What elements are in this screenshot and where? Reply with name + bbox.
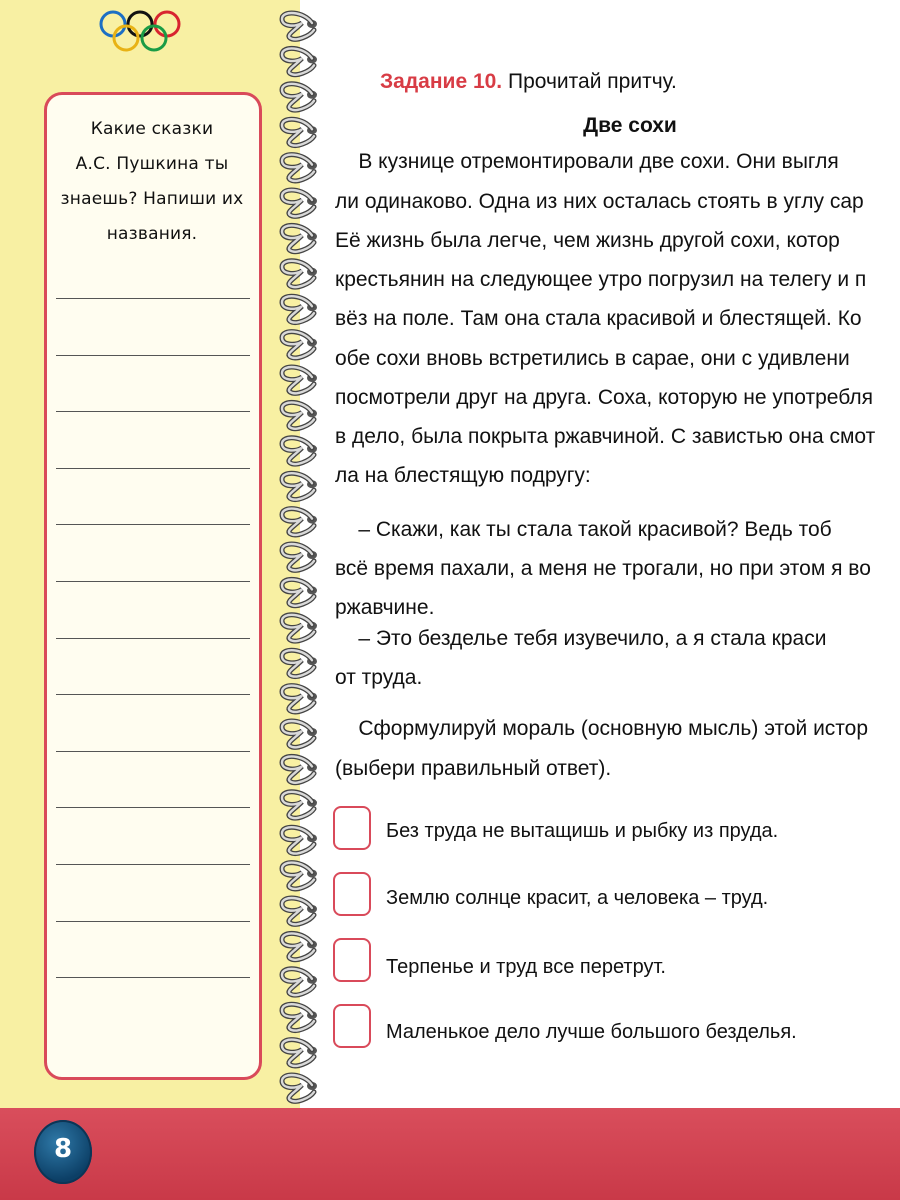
answer-write-line[interactable] xyxy=(56,807,250,808)
spiral-coil xyxy=(282,863,317,889)
story-line: обе сохи вновь встретились в сарае, они с удивлени xyxy=(335,347,850,370)
option-checkbox[interactable] xyxy=(333,938,371,982)
story-line: в дело, была покрыта ржавчиной. С завистью она смот xyxy=(335,425,876,448)
option-text: Терпенье и труд все перетрут. xyxy=(386,956,666,978)
spiral-binding xyxy=(276,0,324,1112)
story-line: ли одинаково. Одна из них осталась стоять в углу сар xyxy=(335,190,864,213)
spiral-coil xyxy=(282,721,317,747)
sidebar-prompt-line: названия. xyxy=(106,224,198,244)
page-number: 8 xyxy=(53,1134,73,1164)
option-text: Маленькое дело лучше большого безделья. xyxy=(386,1021,797,1043)
spiral-coil xyxy=(282,438,317,464)
spiral-coil xyxy=(282,756,317,782)
task-heading xyxy=(380,70,677,94)
option-text: Землю солнце красит, а человека – труд. xyxy=(386,887,769,909)
story-line: посмотрели друг на друга. Соха, которую не употребля xyxy=(335,386,873,409)
spiral-coil xyxy=(282,296,317,322)
story-line: Сформулируй мораль (основную мысль) этой истор xyxy=(335,717,869,740)
story-line: В кузнице отремонтировали две сохи. Они выгля xyxy=(335,150,839,173)
option-checkbox[interactable] xyxy=(333,872,371,916)
answer-write-line[interactable] xyxy=(56,694,250,695)
spiral-coil xyxy=(282,1075,317,1101)
sidebar-prompt-line: Какие сказки xyxy=(90,119,214,139)
spiral-coil xyxy=(282,119,317,145)
spiral-coil xyxy=(282,84,317,110)
spiral-coil xyxy=(282,933,317,959)
option-checkbox[interactable] xyxy=(333,806,371,850)
answer-write-line[interactable] xyxy=(56,298,250,299)
story-line: – Скажи, как ты стала такой красивой? Ведь тоб xyxy=(335,518,832,541)
spiral-coil xyxy=(282,402,317,428)
spiral-coil xyxy=(282,509,317,535)
spiral-coil xyxy=(282,367,317,393)
spiral-coil xyxy=(282,225,317,251)
spiral-coil xyxy=(282,792,317,818)
answer-write-line[interactable] xyxy=(56,524,250,525)
spiral-coil xyxy=(282,579,317,605)
bottom-band xyxy=(0,1108,900,1200)
sidebar-prompt-line: А.С. Пушкина ты xyxy=(75,154,229,174)
spiral-coil xyxy=(282,686,317,712)
page-number-badge xyxy=(34,1120,92,1184)
story-line: ржавчине. xyxy=(335,596,435,619)
sidebar-prompt-line: знаешь? Напиши их xyxy=(60,189,244,209)
spiral-coil xyxy=(282,332,317,358)
story-line: всё время пахали, а меня не трогали, но при этом я во xyxy=(335,557,871,580)
answer-write-line[interactable] xyxy=(56,581,250,582)
story-line: от труда. xyxy=(335,666,423,689)
spiral-coil xyxy=(282,473,317,499)
spiral-coil xyxy=(282,190,317,216)
spiral-coil xyxy=(282,1040,317,1066)
story-line: ла на блестящую подругу: xyxy=(335,464,591,487)
task-instruction: Прочитай притчу. xyxy=(508,70,677,93)
spiral-coil xyxy=(282,1004,317,1030)
answer-write-line[interactable] xyxy=(56,864,250,865)
spiral-coil xyxy=(282,544,317,570)
story-line: – Это безделье тебя изувечило, а я стала краси xyxy=(335,627,827,650)
story-line: Её жизнь была легче, чем жизнь другой сохи, котор xyxy=(335,229,840,252)
story-line: крестьянин на следующее утро погрузил на телегу и п xyxy=(335,268,867,291)
story-line: (выбери правильный ответ). xyxy=(335,757,612,780)
answer-write-line[interactable] xyxy=(56,411,250,412)
answer-write-line[interactable] xyxy=(56,468,250,469)
task-label: Задание 10. xyxy=(380,70,503,93)
answer-write-line[interactable] xyxy=(56,638,250,639)
option-checkbox[interactable] xyxy=(333,1004,371,1048)
answer-write-line[interactable] xyxy=(56,355,250,356)
answer-write-line[interactable] xyxy=(56,977,250,978)
story-title: Две сохи xyxy=(583,114,677,137)
spiral-coil xyxy=(282,898,317,924)
answer-write-line[interactable] xyxy=(56,921,250,922)
answer-write-line[interactable] xyxy=(56,751,250,752)
spiral-coil xyxy=(282,155,317,181)
spiral-coil xyxy=(282,261,317,287)
sidebar-prompt xyxy=(52,112,252,252)
spiral-coil xyxy=(282,615,317,641)
story-line: вёз на поле. Там она стала красивой и блестящей. Ко xyxy=(335,307,862,330)
spiral-coil xyxy=(282,969,317,995)
option-text: Без труда не вытащишь и рыбку из пруда. xyxy=(386,820,779,842)
spiral-coil xyxy=(282,650,317,676)
spiral-coil xyxy=(282,13,317,39)
olympic-rings-icon xyxy=(98,6,184,62)
spiral-coil xyxy=(282,827,317,853)
spiral-coil xyxy=(282,48,317,74)
